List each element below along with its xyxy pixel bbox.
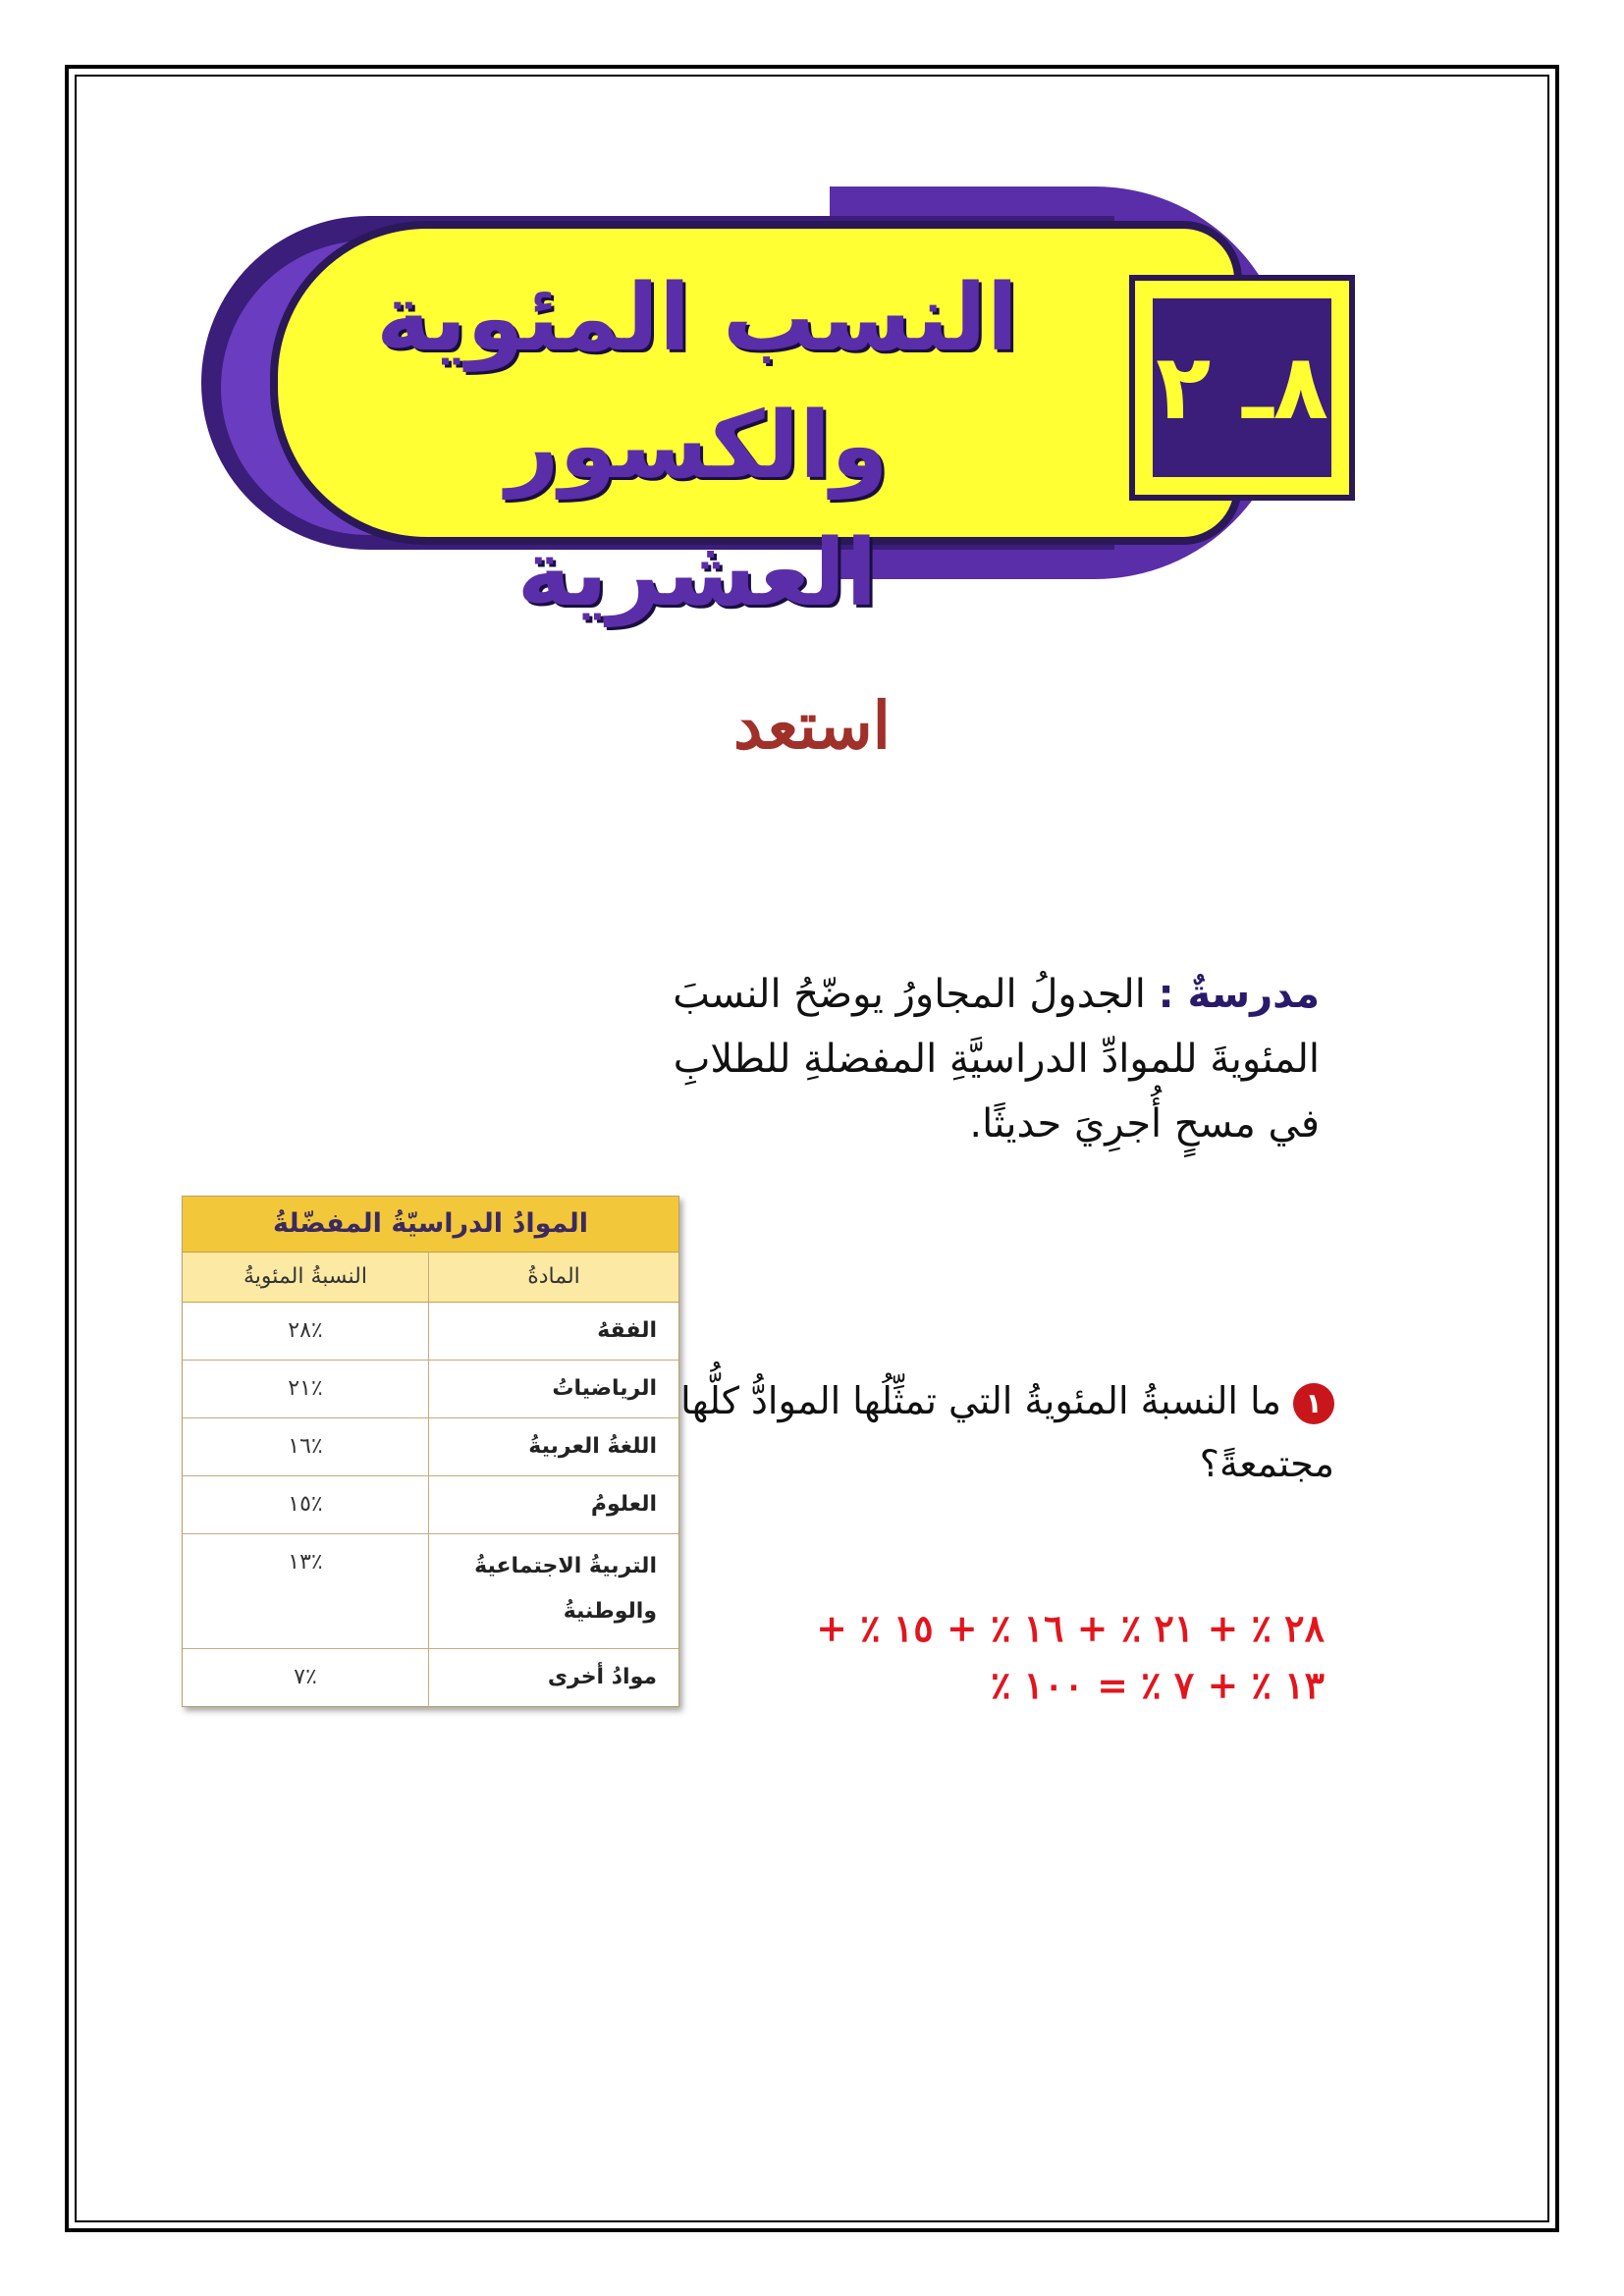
table-row — [183, 1418, 678, 1476]
intro-paragraph — [613, 962, 1320, 1156]
table-row — [183, 1534, 678, 1649]
subject-cell: الفقهُ — [428, 1303, 678, 1360]
answer-block — [775, 1600, 1325, 1714]
subject-cell: التربيةُ الاجتماعيةُ والوطنيةُ — [428, 1534, 678, 1648]
table-row — [183, 1476, 678, 1534]
lesson-number-box — [1129, 275, 1355, 501]
table-row — [183, 1303, 678, 1361]
subject-cell: اللغةُ العربيةُ — [428, 1418, 678, 1475]
question-1 — [627, 1369, 1334, 1495]
intro-text: الجدولُ المجاورُ يوضّحُ النسبَ المئويةَ للموادِّ الدراسيَّةِ المفضلةِ للطلابِ في مسحٍ أُجرِيَ حديثًا. — [673, 972, 1320, 1147]
lesson-title-line1: النسب المئوية — [376, 265, 1018, 372]
percent-cell: ٪١٥ — [288, 1492, 323, 1517]
answer-line1: ٢٨ ٪ + ٢١ ٪ + ١٦ ٪ + ١٥ ٪ + — [816, 1606, 1325, 1650]
table-header-row — [183, 1253, 678, 1303]
lesson-title-line2: والكسور العشرية — [506, 393, 889, 627]
subject-cell: العلومُ — [428, 1476, 678, 1533]
table-header-percent: النسبةُ المئويةُ — [244, 1264, 367, 1289]
subject-cell: موادُ أخرى — [428, 1649, 678, 1706]
percent-cell: ٪٢٨ — [288, 1318, 323, 1343]
table-title: الموادُ الدراسيّةُ المفضّلةُ — [183, 1197, 678, 1253]
favorite-subjects-table — [182, 1196, 679, 1707]
lesson-number: ٨ـ ٢ — [1153, 298, 1331, 477]
table-row — [183, 1649, 678, 1706]
percent-cell: ٪٢١ — [288, 1376, 323, 1401]
percent-cell: ٪١٦ — [288, 1434, 323, 1459]
answer-line2: ١٣ ٪ + ٧ ٪ = ١٠٠ ٪ — [990, 1663, 1325, 1707]
section-heading: استعد — [732, 687, 892, 764]
question-text: ما النسبةُ المئويةُ التي تمثِّلُها الموادُّ كلُّها مجتمعةً؟ — [680, 1379, 1334, 1485]
lesson-title — [319, 255, 1075, 638]
table-row — [183, 1361, 678, 1418]
table-header-subject: المادةُ — [428, 1253, 678, 1302]
intro-keyword: مدرسةٌ : — [1158, 972, 1320, 1017]
question-number-badge: ١ — [1293, 1383, 1334, 1424]
percent-cell: ٪١٣ — [288, 1550, 323, 1575]
lesson-banner — [201, 187, 1380, 627]
subject-cell: الرياضياتُ — [428, 1361, 678, 1417]
percent-cell: ٪٧ — [294, 1665, 317, 1689]
